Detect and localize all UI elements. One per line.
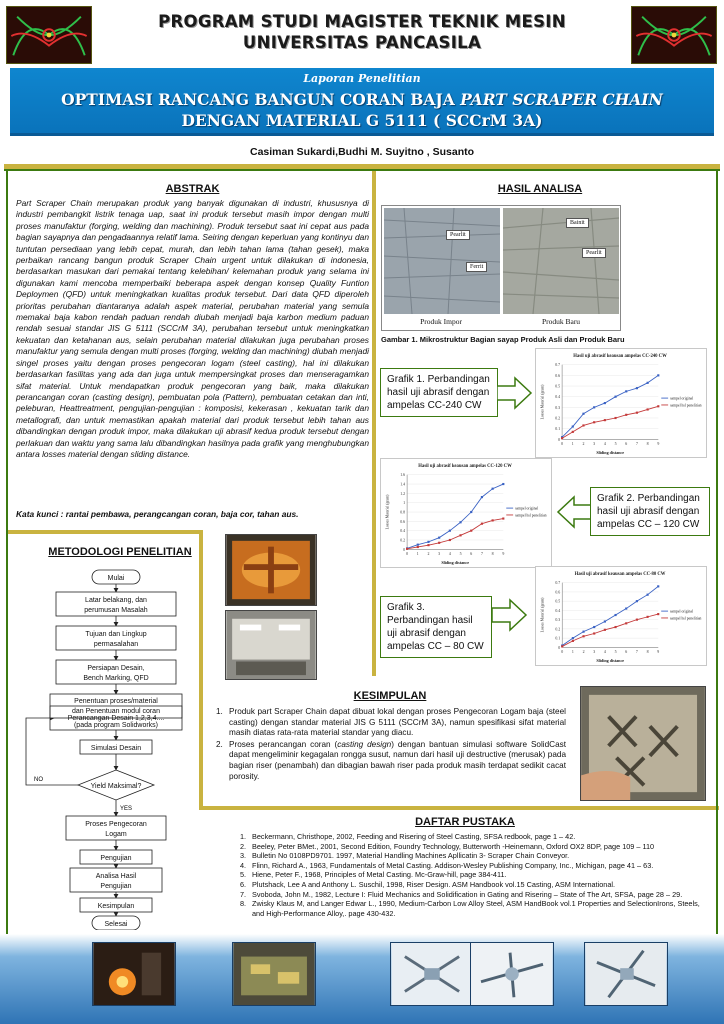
chart-point: [614, 396, 616, 398]
chart-series-line: [562, 586, 658, 645]
chart-x-tick: 7: [480, 552, 483, 557]
callout-grafik-3: Grafik 3. Perbandingan hasil uji abrasif dengan ampelas CC – 80 CW: [380, 596, 492, 658]
chart-y-tick: 0: [558, 645, 561, 650]
chart-point: [604, 620, 606, 622]
chart-point: [636, 387, 638, 389]
chart-point: [604, 402, 606, 404]
conclusion-num: 1.: [216, 707, 223, 716]
reference-text: Hiene, Peter F., 1968, Principles of Metal Casting. Mc-Graw-hill, page 384-411.: [252, 870, 507, 880]
reference-text: Flinn, Richard A., 1963, Fundamentals of Metal Casting. Addison-Wesley Publishing Company, Inc., Michigan, page 41 – 63.: [252, 860, 654, 870]
chart-x-tick: 2: [427, 552, 430, 557]
chart-legend-label: sampel original: [670, 609, 694, 614]
chart-point: [647, 408, 649, 410]
chart-x-tick: 0: [561, 650, 564, 655]
chart-point: [470, 511, 472, 513]
frame-line-conclusion-bottom: [199, 806, 719, 810]
chart-y-tick: 0.6: [555, 590, 561, 595]
title-banner: [10, 68, 714, 136]
flow-text: permasalahan: [93, 641, 139, 648]
reference-num: 2.: [240, 841, 247, 851]
conclusion-text: Produk part Scraper Chain dapat dibuat lokal dengan proses Pengecoran Logam baja (steel casting) dengan standar material JIS G 5111 (SCCrM 3A), namun spesifikasi sifat material masih diatas rata-rata material standar yang diacu.: [229, 707, 566, 738]
chart-point: [625, 607, 627, 609]
chart-x-tick: 9: [657, 650, 660, 655]
chart-point: [438, 537, 440, 539]
chart-point: [593, 406, 595, 408]
chart-series-line: [562, 614, 658, 646]
callout-grafik-1: Grafik 1. Perbandingan hasil uji abrasif dengan ampelas CC-240 CW: [380, 368, 498, 417]
chart-point: [459, 534, 461, 536]
flow-text: Kesimpulan: [97, 903, 135, 910]
flow-text: Mulai: [107, 575, 125, 582]
poster-title-line-1: [10, 90, 714, 109]
chart-y-tick: 0.5: [555, 384, 561, 389]
chart-y-tick: 0.2: [555, 416, 561, 421]
authors: Casiman Sukardi,Budhi M. Suyitno , Susanto: [249, 146, 475, 158]
chart-point: [502, 517, 504, 519]
chart-point: [417, 544, 419, 546]
chart-title: Hasil uji abrasif keausan ampelas CC-240 CW: [573, 353, 667, 359]
product-photo: [580, 686, 706, 801]
chart-point: [572, 637, 574, 639]
poster-title-line-2: DENGAN MATERIAL G 5111 ( SCCrM 3A): [181, 111, 543, 130]
flow-text: Persiapan Desain,: [87, 665, 145, 672]
flow-text: Yield Maksimal?: [90, 783, 142, 790]
reference-num: 3.: [240, 851, 247, 861]
chart-point: [582, 635, 584, 637]
flow-text: Pengujian: [100, 855, 132, 862]
chart-y-label: Losses Material (gram): [385, 494, 390, 530]
chart-point: [582, 631, 584, 633]
flow-text: perumusan Masalah: [84, 607, 148, 614]
chart-y-tick: 0.4: [400, 529, 406, 534]
reference-num: 4.: [240, 860, 247, 870]
chart-point: [647, 382, 649, 384]
chart-y-tick: 0.2: [555, 627, 561, 632]
title-italic: PART SCRAPER CHAIN: [460, 90, 663, 109]
reference-num: 8.: [240, 899, 247, 909]
chart-point: [625, 622, 627, 624]
flow-text: Perancangan Desain 1,2,3,4....: [67, 715, 165, 722]
chart-x-tick: 1: [571, 650, 574, 655]
flow-text: dan Penentuan modul coran: [72, 708, 160, 715]
chart-x-tick: 7: [635, 650, 638, 655]
chart-point: [636, 600, 638, 602]
chart-point: [646, 616, 648, 618]
micro-image-import: [384, 208, 500, 314]
chart-point: [625, 414, 627, 416]
chart-y-tick: 1.4: [400, 482, 406, 487]
conclusion-heading: KESIMPULAN: [353, 690, 427, 702]
chart-point: [636, 412, 638, 414]
reference-item: [240, 880, 710, 890]
conclusion-item: [216, 740, 566, 782]
chart-point: [625, 390, 627, 392]
chart-x-tick: 8: [646, 442, 649, 447]
chart-series-line: [562, 375, 658, 437]
flow-text: (pada program Solidworks): [73, 722, 159, 729]
flow-text: Proses Pengecoran: [85, 821, 147, 828]
chart-point: [657, 613, 659, 615]
chart-x-label: Sliding distance: [596, 658, 625, 664]
chart-y-tick: 0.3: [555, 618, 561, 623]
chart-point: [406, 548, 408, 550]
reference-item: [240, 899, 710, 918]
chart-svg-1: [381, 459, 551, 567]
chart-y-label: Losses Material (gram): [540, 384, 545, 420]
callout-grafik-2: Grafik 2. Perbandingan hasil uji abrasif dengan ampelas CC – 120 CW: [590, 487, 710, 536]
figure-1-caption: Gambar 1. Mikrostruktur Bagian sayap Produk Asli dan Produk Baru: [381, 335, 625, 344]
conclusion-italic: casting design: [337, 739, 392, 749]
chart-x-tick: 8: [491, 552, 494, 557]
methodology-heading: METODOLOGI PENELITIAN: [48, 546, 192, 558]
conclusion-text: Proses perancangan coran (: [229, 739, 338, 749]
tag-bainit: Bainit: [566, 218, 589, 228]
chart-y-tick: 1: [403, 501, 406, 506]
chart-x-tick: 1: [571, 442, 574, 447]
chart-point: [470, 530, 472, 532]
chart-x-tick: 9: [657, 442, 660, 447]
reference-item: [240, 890, 710, 900]
reference-num: 7.: [240, 889, 247, 899]
chart-point: [561, 645, 563, 647]
flow-text: Pengujian: [100, 883, 132, 890]
micro-caption-import: Produk Impor: [420, 317, 462, 326]
arrow-right-3: [492, 598, 528, 632]
chart-title: Hasil uji abrasif keausan ampelas CC-120 CW: [418, 463, 512, 469]
chart-x-tick: 3: [593, 650, 596, 655]
chart-y-tick: 0.8: [400, 510, 406, 515]
chart-point: [657, 405, 659, 407]
chart-point: [593, 626, 595, 628]
reference-item: [240, 870, 710, 880]
flow-text: Penentuan proses/material: [74, 698, 158, 705]
chart-x-label: Sliding distance: [596, 450, 625, 456]
flow-text: Latar belakang, dan: [85, 597, 147, 604]
chart-series-line: [407, 484, 503, 548]
flow-text: Analisa Hasil: [95, 873, 137, 880]
chart-y-tick: 0.6: [400, 519, 406, 524]
chart-point: [582, 424, 584, 426]
chart-point: [572, 640, 574, 642]
chart-y-tick: 0.3: [555, 405, 561, 410]
chart-point: [582, 413, 584, 415]
chart-cc80: [535, 566, 707, 666]
reference-item: [240, 842, 710, 852]
chart-point: [481, 496, 483, 498]
reference-text: Plutshack, Lee A and Anthony L. Suschil, 1998, Riser Design. ASM Handbook vol.15 Casting, ASM International.: [252, 879, 616, 889]
frame-line-top-dark: [4, 169, 720, 171]
casting-mold-photo: [225, 534, 317, 606]
chart-point: [459, 521, 461, 523]
chart-point: [572, 431, 574, 433]
chart-point: [502, 483, 504, 485]
references-heading: DAFTAR PUSTAKA: [415, 816, 515, 828]
chart-x-tick: 7: [635, 442, 638, 447]
chart-x-tick: 2: [582, 442, 585, 447]
chart-y-tick: 0.1: [555, 636, 561, 641]
chart-title: Hasil uji abrasif keausan ampelas CC-80 CW: [574, 571, 666, 577]
chart-legend-label: sampel hsl penelitian: [670, 616, 702, 621]
flow-text: Simulasi Desain: [90, 745, 142, 752]
reference-text: Bulletin No 0108PD9701. 1997, Material Handling Machines Apllicatin 3- Scraper Chain Conveyor.: [252, 851, 570, 861]
chart-point: [604, 629, 606, 631]
chart-y-tick: 0: [403, 547, 406, 552]
reference-item: [240, 832, 710, 842]
abstract-text: Part Scraper Chain merupakan produk yang banyak digunakan di industri, khususnya di industri pembangkit listrik tenaga uap, saat ini produk tersebut masih impor dengan multi proses manufaktur (forging, welding dan machining). Produk tersebut saat ini cepat aus pada bagian sayapnya dan pengadaannya relatif lama. Seiring dengan keperluan yang kontinyu dan tuntutan persediaan yang lebih cepat, murah, dan lebih tahan lama (tahan gesek), maka perbaikan rancang bangun produk Scraper Chain urgent untuk dilakukan di indonesia, berdasarkan masukan dari pemakai tentang kelebihan/ kelemahan produk yang selama ini digunakan kami mencoba memperbaiki beberapa aspek dengan konsep Quality Funtion Deploymen (QFD) untuk meningkatkan kualitas produk tersebut. Dari data QFD diperoleh prioritas perubahan diantaranya adalah aspek material, perubahan material yang semula memakai baja kabon rendah paduan rendah diubah menjadi baja karbon medium paduan rendah sesuai standar JIS G 5111 (SCCrM 3A), perubahan tersebut untuk meningkatkan kekuatan dan ketahanan aus, selain perubahan material dilakukan juga perubahan proses manufaktur yang semula dengan multi proses (forging, welding dan machining) diubah menjadi singel proses yaitu dengan proses pengecoran logam (steel casting), hal ini dilakukan berdasarkan fasilitas yang ada dan juga untuk mempersingkat proses dan menseragamkan sifat material. Untuk mendapatkan produk pengecoran yang baik, maka dilakukan perancangan coran (casting design), pembuatan pola (Pattern), pembuatan cetakan dan inti, peleburan, Heattreatment, pengujian-pengujian : komposisi, kekerasan , kekuatan tarik dan metallografi, dan untuk memastikan apakah material dari produk tersebut lebih tahan aus dibandingkan dengan produk impor, maka dilakukan uji abrasif kedua produk tersebut dengan perlakuan dan waktu yang sama lalu dibandingkan hasilnya pada grafik yang menghubungkan antara losses material dengan sliding distance.: [16, 198, 369, 459]
chart-legend-label: sampel hsl penelitian: [515, 513, 547, 518]
chart-x-label: Sliding distance: [441, 560, 470, 566]
flowchart: [20, 560, 220, 930]
flow-text: Logam: [105, 831, 127, 838]
institution-line-1: PROGRAM STUDI MAGISTER TEKNIK MESIN: [158, 12, 566, 31]
chart-x-tick: 8: [646, 650, 649, 655]
chart-x-tick: 5: [614, 442, 617, 447]
footer-photo-molds: [232, 942, 316, 1006]
chart-series-line: [407, 519, 503, 549]
chart-cc120: [380, 458, 552, 568]
footer-photo-cad-2: [470, 942, 554, 1006]
references-list: [240, 832, 710, 918]
chart-y-tick: 0.7: [555, 581, 561, 586]
chart-point: [438, 542, 440, 544]
chart-point: [657, 374, 659, 376]
chart-point: [593, 421, 595, 423]
footer-photo-foundry: [92, 942, 176, 1006]
chart-point: [427, 544, 429, 546]
chart-point: [492, 519, 494, 521]
chart-point: [427, 541, 429, 543]
chart-y-tick: 0.4: [555, 395, 561, 400]
reference-item: [240, 861, 710, 871]
chart-point: [614, 626, 616, 628]
microstructure-figure: [381, 205, 621, 331]
frame-line-abstract-bottom: [6, 530, 202, 534]
micro-image-new: [503, 208, 619, 314]
chart-point: [614, 614, 616, 616]
chart-x-tick: 2: [582, 650, 585, 655]
frame-line-left: [6, 171, 8, 934]
micro-caption-new: Produk Baru: [541, 317, 581, 326]
logo-left: [6, 6, 92, 64]
chart-x-tick: 9: [502, 552, 505, 557]
footer-photo-cad-3: [584, 942, 668, 1006]
reference-text: Beckermann, Christhope, 2002, Feeding and Risering of Steel Casting, SFSA redbook, page 1 – 42.: [252, 832, 576, 841]
chart-x-tick: 4: [603, 442, 606, 447]
chart-point: [646, 594, 648, 596]
chart-x-tick: 3: [438, 552, 441, 557]
chart-x-tick: 4: [603, 650, 606, 655]
chart-y-tick: 1.6: [400, 473, 406, 478]
abstract-heading: ABSTRAK: [165, 183, 220, 195]
flow-text: Bench Marking, QFD: [83, 675, 149, 682]
chart-legend-label: sampel original: [670, 396, 694, 401]
results-heading: HASIL ANALISA: [497, 183, 583, 195]
tag-pearlit-right: Pearlit: [582, 248, 606, 258]
reference-item: [240, 851, 710, 861]
chart-x-tick: 5: [459, 552, 462, 557]
chart-y-tick: 0.1: [555, 427, 561, 432]
chart-x-tick: 0: [406, 552, 409, 557]
title-prefix: OPTIMASI RANCANG BANGUN CORAN BAJA: [61, 90, 461, 109]
flow-no-label: NO: [34, 777, 43, 783]
flow-text: Tujuan dan Lingkup: [85, 631, 147, 638]
chart-y-tick: 0: [558, 437, 561, 442]
chart-point: [481, 523, 483, 525]
conclusion-text: ) dengan bantuan simulasi software SolidCast dapat mengeliminir kegagalan rongga susut, namun dari hasil uji destructive (merusak) pada bagian riser (penambah) dan dibagian bawah riser pada produk masih terdapat sedikit cacat porosity.: [229, 739, 566, 781]
arrow-left-2: [556, 495, 592, 529]
chart-y-tick: 1.2: [400, 491, 406, 496]
chart-x-tick: 3: [593, 442, 596, 447]
chart-y-tick: 0.5: [555, 599, 561, 604]
chart-y-tick: 0.6: [555, 373, 561, 378]
chart-point: [593, 632, 595, 634]
reference-text: Beeley, Peter BMet., 2001, Second Edition, Foundry Technology, Butterworth -Heinemann, Oxford OX2 8DP, page 109 – 110: [252, 841, 655, 851]
reference-text: Zwisky Klaus M, and Langer Edwar L., 1990, Medium-Carbon Low Alloy Steel, ASM HandBook vol.1 Properties and SelectionIrons, Steels, and High-Performance Alloy,. page 430-432.: [252, 899, 700, 918]
chart-y-tick: 0.4: [555, 608, 561, 613]
casting-pattern-photo: [225, 610, 317, 680]
chart-point: [449, 530, 451, 532]
chart-point: [561, 437, 563, 439]
tag-ferrit: Ferrit: [466, 262, 487, 272]
chart-point: [657, 585, 659, 587]
report-label: Laporan Penelitian: [303, 72, 421, 85]
chart-x-tick: 5: [614, 650, 617, 655]
conclusion-item: [216, 707, 566, 739]
chart-x-tick: 6: [625, 650, 628, 655]
chart-x-tick: 0: [561, 442, 564, 447]
reference-num: 5.: [240, 870, 247, 880]
institution-line-2: UNIVERSITAS PANCASILA: [242, 33, 482, 52]
chart-point: [614, 417, 616, 419]
chart-legend-label: sampel original: [515, 506, 539, 511]
chart-x-tick: 6: [470, 552, 473, 557]
chart-point: [417, 546, 419, 548]
chart-svg-0: [536, 349, 706, 457]
chart-x-tick: 4: [448, 552, 451, 557]
chart-y-label: Losses Material (gram): [540, 597, 545, 633]
chart-point: [492, 488, 494, 490]
frame-line-right: [716, 171, 718, 934]
keywords: Kata kunci : rantai pembawa, perangcangan coran, baja cor, tahan aus.: [16, 509, 299, 519]
chart-x-tick: 6: [625, 442, 628, 447]
reference-text: Svoboda, John M., 1982, Lecture I: Fluid Mechanics and Solidification in Gating and Risering – State of The Art, SFSA, page 28 – 29.: [252, 889, 683, 899]
arrow-right-1: [497, 376, 533, 410]
tag-pearlit-left: Pearlit: [446, 230, 470, 240]
reference-num: 1.: [240, 832, 247, 841]
chart-point: [572, 425, 574, 427]
reference-num: 6.: [240, 879, 247, 889]
chart-legend-label: sampel hsl penelitian: [670, 403, 702, 408]
chart-point: [449, 539, 451, 541]
chart-cc240: [535, 348, 707, 458]
conclusion-num: 2.: [216, 739, 223, 749]
flow-yes-label: YES: [120, 806, 133, 812]
frame-line-center: [372, 171, 376, 676]
conclusion-list: [216, 707, 566, 783]
footer-photo-cad-1: [390, 942, 474, 1006]
chart-point: [636, 619, 638, 621]
flow-text: Selesai: [104, 921, 128, 928]
logo-right: [631, 6, 717, 64]
chart-y-tick: 0.7: [555, 363, 561, 368]
chart-point: [604, 419, 606, 421]
chart-svg-2: [536, 567, 706, 665]
chart-y-tick: 0.2: [400, 538, 406, 543]
chart-x-tick: 1: [416, 552, 419, 557]
